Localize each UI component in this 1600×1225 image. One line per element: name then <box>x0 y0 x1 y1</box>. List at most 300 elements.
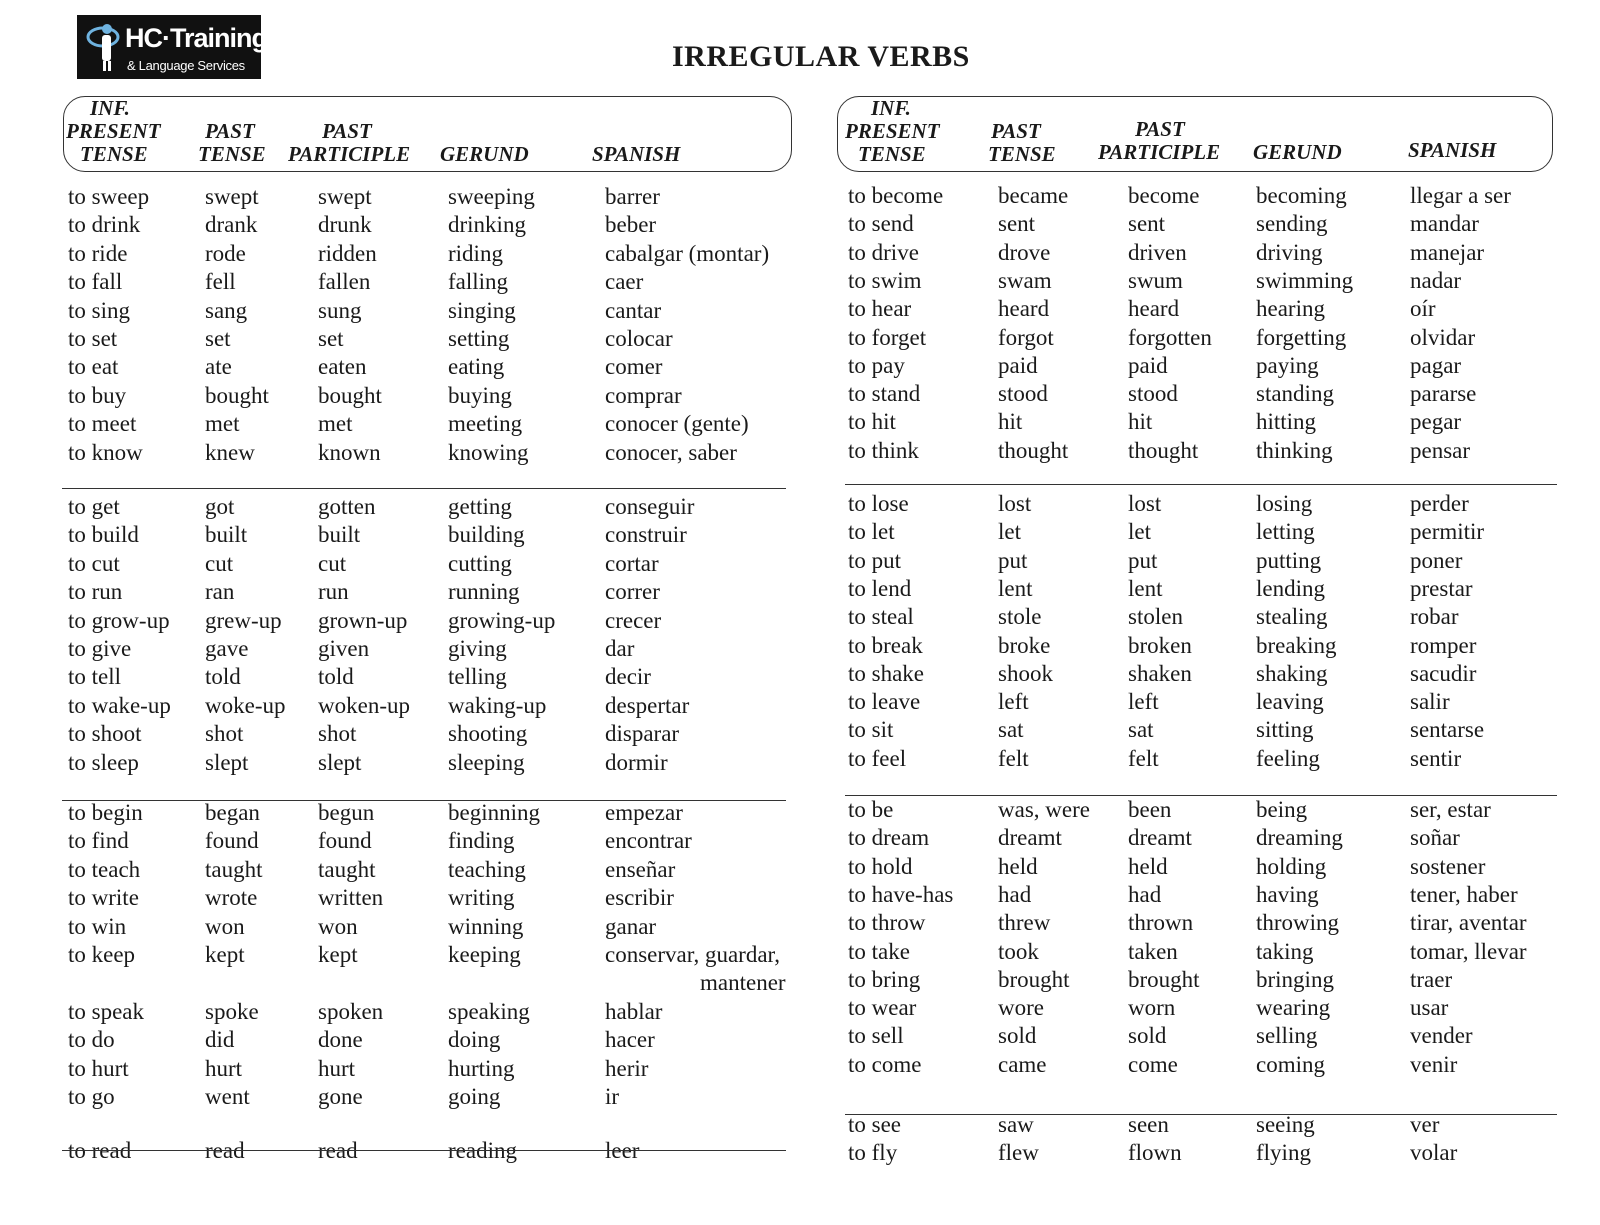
cell-past-participle: shot <box>318 721 357 747</box>
cell-infinitive: to shoot <box>68 721 142 747</box>
cell-spanish: construir <box>605 522 687 548</box>
cell-past-participle: taken <box>1128 938 1178 964</box>
header-past-tense: TENSE <box>198 142 266 166</box>
cell-gerund: waking-up <box>448 692 547 718</box>
cell-infinitive: to be <box>848 797 894 822</box>
cell-past-participle: sat <box>1128 717 1154 743</box>
cell-spanish: empezar <box>605 800 683 825</box>
group-divider <box>845 1114 1557 1115</box>
cell-spanish: barrer <box>605 184 660 209</box>
cell-gerund: sweeping <box>448 184 535 209</box>
cell-spanish: encontrar <box>605 828 692 854</box>
cell-infinitive: to come <box>848 1051 922 1077</box>
cell-past-tense: taught <box>205 856 263 882</box>
cell-gerund: growing-up <box>448 607 556 633</box>
cell-infinitive: to teach <box>68 856 141 882</box>
cell-spanish: sacudir <box>1410 660 1477 686</box>
cell-infinitive: to shake <box>848 660 925 686</box>
cell-past-tense: came <box>998 1051 1047 1077</box>
cell-past-tense: sent <box>998 211 1036 237</box>
cell-past-tense: knew <box>205 439 255 465</box>
cell-past-participle: broken <box>1128 632 1192 658</box>
cell-spanish: leer <box>605 1138 640 1163</box>
cell-spanish: crecer <box>605 607 662 633</box>
cell-infinitive: to give <box>68 636 132 661</box>
cell-infinitive: to put <box>848 547 902 573</box>
cell-gerund: taking <box>1256 938 1314 964</box>
cell-infinitive: to begin <box>68 800 143 825</box>
cell-infinitive: to run <box>68 579 123 605</box>
cell-gerund: drinking <box>448 212 526 238</box>
cell-past-tense: spoke <box>205 998 259 1024</box>
cell-past-participle: drunk <box>318 212 372 238</box>
cell-infinitive: to sleep <box>68 749 139 775</box>
cell-past-tense: swept <box>205 184 259 209</box>
header-spanish: SPANISH <box>592 142 681 166</box>
cell-past-tense: won <box>205 913 245 939</box>
cell-gerund: having <box>1256 881 1319 907</box>
cell-spanish: tirar, aventar <box>1410 910 1527 936</box>
cell-past-participle: cut <box>318 550 347 576</box>
cell-past-participle: sold <box>1128 1023 1167 1049</box>
cell-past-participle: forgotten <box>1128 324 1212 350</box>
cell-past-participle: built <box>318 522 361 548</box>
cell-past-participle: taught <box>318 856 376 882</box>
cell-past-tense: wore <box>998 995 1044 1021</box>
cell-spanish: manejar <box>1410 239 1485 265</box>
cell-gerund: riding <box>448 240 503 266</box>
cell-past-participle: flown <box>1128 1140 1182 1166</box>
cell-gerund: teaching <box>448 856 526 882</box>
header-past: PAST <box>991 119 1041 143</box>
cell-past-tense: swam <box>998 267 1052 293</box>
cell-spanish: hacer <box>605 1027 655 1053</box>
header-past-tense: TENSE <box>988 142 1056 166</box>
cell-spanish: cortar <box>605 550 659 576</box>
cell-past-participle: shaken <box>1128 660 1192 686</box>
cell-gerund: coming <box>1256 1051 1325 1077</box>
cell-past-tense: cut <box>205 550 234 576</box>
cell-past-participle: gotten <box>318 494 376 519</box>
cell-spanish: sostener <box>1410 853 1486 879</box>
cell-spanish: dormir <box>605 749 668 775</box>
cell-infinitive: to swim <box>848 267 922 293</box>
cell-infinitive: to hurt <box>68 1055 129 1081</box>
cell-spanish: despertar <box>605 692 690 718</box>
cell-spanish: perder <box>1410 491 1469 516</box>
cell-gerund: doing <box>448 1027 501 1053</box>
cell-spanish: poner <box>1410 547 1463 573</box>
cell-gerund: shooting <box>448 721 528 747</box>
cell-past-tense: was, were <box>998 797 1090 822</box>
cell-past-tense: took <box>998 938 1039 964</box>
cell-gerund: flying <box>1256 1140 1311 1166</box>
cell-gerund: sitting <box>1256 717 1314 743</box>
cell-past-tense: grew-up <box>205 607 282 633</box>
cell-past-participle: met <box>318 411 353 437</box>
cell-past-participle: sent <box>1128 211 1166 237</box>
group-divider <box>62 800 786 801</box>
cell-past-participle: told <box>318 664 354 690</box>
cell-past-participle: felt <box>1128 745 1159 771</box>
cell-past-participle: stood <box>1128 381 1178 407</box>
cell-spanish: conocer (gente) <box>605 411 749 437</box>
cell-gerund: driving <box>1256 239 1323 265</box>
cell-gerund: breaking <box>1256 632 1337 658</box>
cell-past-participle: gone <box>318 1084 363 1109</box>
cell-spanish: cantar <box>605 297 662 323</box>
cell-past-tense: let <box>998 519 1021 545</box>
cell-past-participle: sung <box>318 297 362 323</box>
cell-past-tense: read <box>205 1138 245 1163</box>
cell-past-participle: dreamt <box>1128 825 1192 851</box>
cell-past-participle: driven <box>1128 239 1187 265</box>
cell-gerund: hearing <box>1256 296 1325 322</box>
cell-gerund: feeling <box>1256 745 1320 771</box>
cell-spanish: ganar <box>605 913 657 939</box>
header-past-2: PAST <box>1135 117 1185 141</box>
cell-spanish: prestar <box>1410 575 1473 601</box>
cell-spanish: pensar <box>1410 437 1471 463</box>
cell-past-participle: kept <box>318 942 358 967</box>
cell-infinitive: to sell <box>848 1023 904 1049</box>
cell-past-tense: told <box>205 664 241 690</box>
left-column-header <box>63 96 792 172</box>
cell-gerund: writing <box>448 885 515 911</box>
cell-past-participle: become <box>1128 183 1200 208</box>
cell-infinitive: to dream <box>848 825 930 851</box>
cell-infinitive: to hear <box>848 296 912 322</box>
cell-spanish: robar <box>1410 604 1459 630</box>
cell-infinitive: to wear <box>848 995 917 1021</box>
cell-past-participle: fallen <box>318 269 371 295</box>
cell-infinitive: to sit <box>848 717 894 743</box>
cell-past-tense: sat <box>998 717 1024 743</box>
cell-past-tense: built <box>205 522 248 548</box>
cell-gerund: keeping <box>448 942 521 967</box>
cell-spanish: salir <box>1410 689 1450 715</box>
cell-spanish: correr <box>605 579 660 605</box>
cell-past-participle: spoken <box>318 998 384 1024</box>
cell-spanish: romper <box>1410 632 1477 658</box>
cell-gerund: wearing <box>1256 995 1331 1021</box>
cell-past-tense: began <box>205 800 260 825</box>
cell-spanish: comer <box>605 354 663 380</box>
cell-gerund: telling <box>448 664 507 690</box>
cell-infinitive: to fly <box>848 1140 898 1166</box>
cell-infinitive: to go <box>68 1084 115 1109</box>
cell-past-participle: thought <box>1128 437 1199 463</box>
cell-spanish: mantener <box>700 970 786 996</box>
cell-gerund: swimming <box>1256 267 1354 293</box>
cell-gerund: giving <box>448 636 507 661</box>
cell-spanish: tomar, llevar <box>1410 938 1527 964</box>
cell-gerund: reading <box>448 1138 517 1163</box>
cell-spanish: colocar <box>605 326 673 351</box>
cell-spanish: mandar <box>1410 211 1479 237</box>
cell-past-participle: slept <box>318 749 362 775</box>
cell-past-participle: won <box>318 913 358 939</box>
cell-past-tense: ran <box>205 579 235 605</box>
cell-past-tense: drank <box>205 212 258 238</box>
cell-infinitive: to win <box>68 913 127 939</box>
cell-gerund: letting <box>1256 519 1315 545</box>
cell-infinitive: to send <box>848 211 914 237</box>
cell-spanish: vender <box>1410 1023 1473 1049</box>
cell-past-participle: been <box>1128 797 1172 822</box>
cell-infinitive: to sing <box>68 297 130 323</box>
cell-past-tense: bought <box>205 382 269 408</box>
cell-gerund: dreaming <box>1256 825 1343 851</box>
cell-past-tense: flew <box>998 1140 1039 1166</box>
cell-past-tense: became <box>998 183 1069 208</box>
cell-spanish: decir <box>605 664 651 690</box>
cell-infinitive: to meet <box>68 411 137 437</box>
cell-spanish: ver <box>1410 1112 1440 1137</box>
cell-infinitive: to become <box>848 183 944 208</box>
cell-spanish: tener, haber <box>1410 881 1518 907</box>
logo-brand: HC·Training <box>125 23 267 53</box>
logo-subtitle: & Language Services <box>127 58 245 73</box>
header-gerund: GERUND <box>1253 140 1342 164</box>
cell-past-participle: had <box>1128 881 1162 907</box>
cell-spanish: sentarse <box>1410 717 1485 743</box>
cell-past-tense: forgot <box>998 324 1054 350</box>
cell-past-tense: shook <box>998 660 1053 686</box>
cell-infinitive: to speak <box>68 998 145 1024</box>
cell-infinitive: to stand <box>848 381 921 407</box>
header-inf: INF. <box>90 96 130 120</box>
cell-past-tense: heard <box>998 296 1050 322</box>
cell-past-tense: felt <box>998 745 1029 771</box>
cell-infinitive: to cut <box>68 550 120 576</box>
cell-infinitive: to leave <box>848 689 921 715</box>
cell-past-tense: did <box>205 1027 235 1053</box>
cell-infinitive: to get <box>68 494 120 519</box>
cell-infinitive: to drive <box>848 239 919 265</box>
cell-gerund: getting <box>448 494 512 519</box>
header-spanish: SPANISH <box>1408 138 1497 162</box>
cell-past-participle: worn <box>1128 995 1176 1021</box>
company-logo <box>77 15 267 79</box>
cell-spanish: comprar <box>605 382 682 408</box>
cell-infinitive: to bring <box>848 966 921 992</box>
cell-infinitive: to think <box>848 437 919 463</box>
cell-gerund: being <box>1256 797 1308 822</box>
person-logo-icon <box>83 21 123 73</box>
cell-gerund: going <box>448 1084 501 1109</box>
header-gerund: GERUND <box>440 142 529 166</box>
cell-gerund: knowing <box>448 439 529 465</box>
cell-spanish: traer <box>1410 966 1453 992</box>
cell-infinitive: to grow-up <box>68 607 170 633</box>
group-divider <box>845 795 1557 796</box>
cell-gerund: singing <box>448 297 516 323</box>
cell-past-participle: given <box>318 636 370 661</box>
cell-infinitive: to hit <box>848 409 896 435</box>
cell-gerund: holding <box>1256 853 1327 879</box>
header-inf: INF. <box>871 96 911 120</box>
cell-past-tense: stood <box>998 381 1048 407</box>
cell-gerund: standing <box>1256 381 1334 407</box>
cell-past-tense: threw <box>998 910 1051 936</box>
cell-past-tense: ate <box>205 354 232 380</box>
cell-past-participle: come <box>1128 1051 1178 1077</box>
cell-spanish: escribir <box>605 885 674 911</box>
group-divider <box>845 484 1557 485</box>
cell-past-participle: woken-up <box>318 692 410 718</box>
cell-gerund: winning <box>448 913 524 939</box>
cell-gerund: leaving <box>1256 689 1324 715</box>
cell-past-tense: slept <box>205 749 249 775</box>
page-title: IRREGULAR VERBS <box>672 40 970 73</box>
cell-past-participle: stolen <box>1128 604 1183 630</box>
cell-infinitive: to buy <box>68 382 127 408</box>
cell-past-tense: left <box>998 689 1029 715</box>
cell-infinitive: to pay <box>848 352 905 378</box>
cell-past-participle: swept <box>318 184 372 209</box>
cell-infinitive: to set <box>68 326 118 351</box>
cell-spanish: disparar <box>605 721 680 747</box>
cell-gerund: becoming <box>1256 183 1347 208</box>
cell-past-tense: went <box>205 1084 250 1109</box>
cell-gerund: putting <box>1256 547 1322 573</box>
cell-infinitive: to lend <box>848 575 912 601</box>
cell-infinitive: to eat <box>68 354 119 380</box>
cell-infinitive: to drink <box>68 212 141 238</box>
cell-gerund: cutting <box>448 550 512 576</box>
cell-gerund: eating <box>448 354 505 380</box>
cell-gerund: bringing <box>1256 966 1334 992</box>
cell-gerund: hitting <box>1256 409 1317 435</box>
cell-past-tense: paid <box>998 352 1038 378</box>
cell-infinitive: to see <box>848 1112 902 1137</box>
cell-past-tense: hit <box>998 409 1023 435</box>
cell-infinitive: to fall <box>68 269 123 295</box>
cell-past-participle: lent <box>1128 575 1163 601</box>
cell-spanish: soñar <box>1410 825 1460 851</box>
cell-past-participle: lost <box>1128 491 1162 516</box>
cell-past-tense: saw <box>998 1112 1034 1137</box>
cell-spanish: dar <box>605 636 635 661</box>
cell-gerund: finding <box>448 828 515 854</box>
cell-past-participle: known <box>318 439 381 465</box>
cell-past-tense: hurt <box>205 1055 243 1081</box>
cell-past-tense: stole <box>998 604 1042 630</box>
cell-past-participle: held <box>1128 853 1168 879</box>
cell-past-tense: held <box>998 853 1038 879</box>
cell-past-tense: lent <box>998 575 1033 601</box>
header-participle: PARTICIPLE <box>1098 140 1221 164</box>
cell-gerund: running <box>448 579 520 605</box>
cell-past-tense: had <box>998 881 1032 907</box>
cell-infinitive: to ride <box>68 240 128 266</box>
group-divider <box>62 1150 786 1151</box>
cell-past-tense: wrote <box>205 885 258 911</box>
cell-infinitive: to write <box>68 885 139 911</box>
cell-spanish: llegar a ser <box>1410 183 1511 208</box>
cell-infinitive: to wake-up <box>68 692 171 718</box>
cell-past-tense: drove <box>998 239 1051 265</box>
cell-gerund: throwing <box>1256 910 1340 936</box>
cell-past-tense: fell <box>205 269 236 295</box>
cell-gerund: lending <box>1256 575 1325 601</box>
cell-past-participle: ridden <box>318 240 377 266</box>
cell-spanish: olvidar <box>1410 324 1476 350</box>
cell-gerund: building <box>448 522 525 548</box>
header-past: PAST <box>205 119 255 143</box>
cell-past-participle: run <box>318 579 349 605</box>
cell-gerund: thinking <box>1256 437 1333 463</box>
cell-infinitive: to keep <box>68 942 136 967</box>
cell-past-participle: paid <box>1128 352 1168 378</box>
cell-gerund: sending <box>1256 211 1328 237</box>
cell-past-participle: hurt <box>318 1055 356 1081</box>
cell-infinitive: to sweep <box>68 184 150 209</box>
cell-past-tense: broke <box>998 632 1051 658</box>
cell-past-tense: got <box>205 494 235 519</box>
cell-infinitive: to read <box>68 1138 132 1163</box>
cell-spanish: conseguir <box>605 494 695 519</box>
cell-gerund: shaking <box>1256 660 1328 686</box>
cell-past-participle: brought <box>1128 966 1200 992</box>
header-present: PRESENT <box>66 119 161 143</box>
cell-past-participle: swum <box>1128 267 1183 293</box>
cell-past-tense: put <box>998 547 1028 573</box>
cell-past-tense: lost <box>998 491 1032 516</box>
cell-spanish: pagar <box>1410 352 1462 378</box>
header-participle: PARTICIPLE <box>288 142 411 166</box>
cell-gerund: beginning <box>448 800 540 825</box>
cell-gerund: stealing <box>1256 604 1328 630</box>
cell-past-tense: sold <box>998 1023 1037 1049</box>
cell-spanish: caer <box>605 269 644 295</box>
cell-spanish: enseñar <box>605 856 676 882</box>
header-past-2: PAST <box>322 119 372 143</box>
cell-past-tense: brought <box>998 966 1070 992</box>
group-divider <box>62 488 786 489</box>
cell-past-participle: written <box>318 885 384 911</box>
cell-gerund: sleeping <box>448 749 525 775</box>
cell-past-tense: met <box>205 411 240 437</box>
cell-past-tense: thought <box>998 437 1069 463</box>
cell-infinitive: to break <box>848 632 923 658</box>
cell-gerund: selling <box>1256 1023 1318 1049</box>
cell-infinitive: to take <box>848 938 910 964</box>
cell-spanish: conocer, saber <box>605 439 737 465</box>
cell-infinitive: to steal <box>848 604 914 630</box>
cell-infinitive: to build <box>68 522 139 548</box>
cell-past-participle: begun <box>318 800 375 825</box>
cell-gerund: speaking <box>448 998 530 1024</box>
cell-past-participle: done <box>318 1027 363 1053</box>
cell-infinitive: to tell <box>68 664 122 690</box>
cell-infinitive: to forget <box>848 324 927 350</box>
cell-gerund: hurting <box>448 1055 515 1081</box>
cell-spanish: nadar <box>1410 267 1462 293</box>
cell-spanish: sentir <box>1410 745 1462 771</box>
cell-spanish: ir <box>605 1084 620 1109</box>
cell-past-tense: sang <box>205 297 248 323</box>
cell-past-participle: thrown <box>1128 910 1194 936</box>
cell-spanish: ser, estar <box>1410 797 1491 822</box>
cell-gerund: paying <box>1256 352 1319 378</box>
cell-past-participle: found <box>318 828 372 854</box>
header-tense: TENSE <box>858 142 926 166</box>
cell-spanish: cabalgar (montar) <box>605 240 770 266</box>
cell-spanish: hablar <box>605 998 663 1024</box>
cell-infinitive: to let <box>848 519 895 545</box>
